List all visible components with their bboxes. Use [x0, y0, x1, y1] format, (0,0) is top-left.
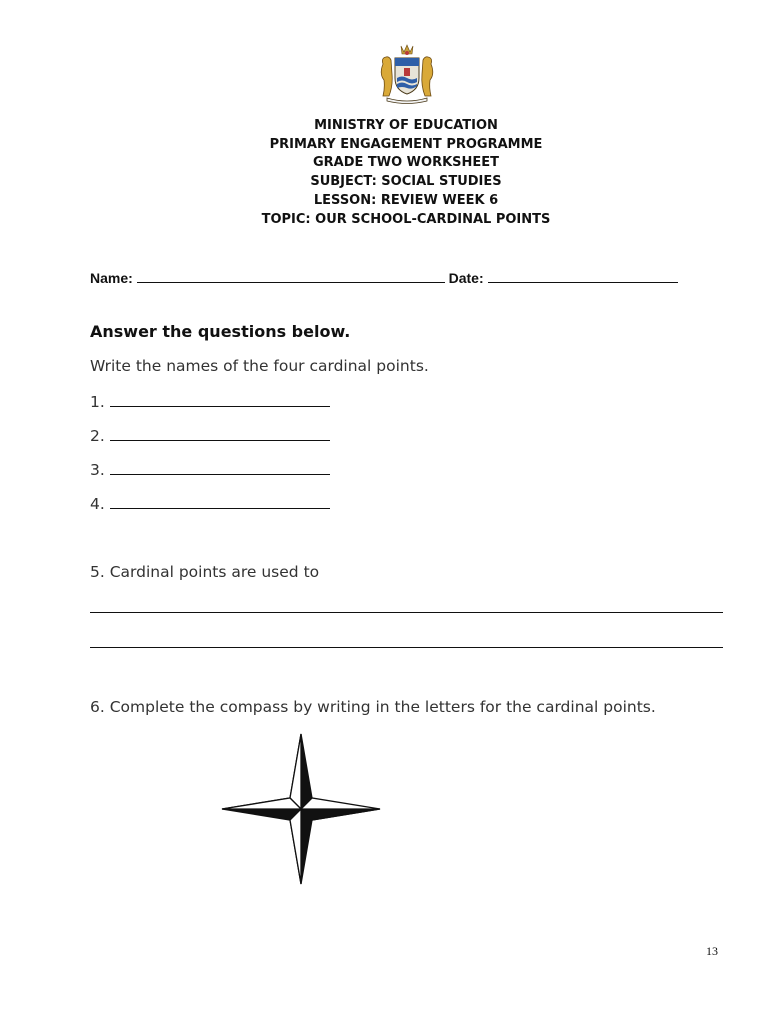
question-5: 5. Cardinal points are used to: [90, 563, 320, 581]
date-label: Date: [448, 270, 479, 286]
header-subject: SUBJECT: SOCIAL STUDIES: [310, 174, 502, 190]
name-field[interactable]: [137, 270, 445, 283]
answer-field-2[interactable]: [110, 428, 330, 441]
coat-of-arms-icon: [377, 44, 437, 104]
instructions-heading: Answer the questions below.: [90, 322, 351, 341]
worksheet-header: [0, 117, 768, 229]
answer-number: 2.: [90, 427, 105, 445]
header-programme: PRIMARY ENGAGEMENT PROGRAMME: [269, 136, 543, 152]
answer-number: 1.: [90, 393, 105, 411]
header-topic: TOPIC: OUR SCHOOL-CARDINAL POINTS: [261, 211, 551, 227]
date-field[interactable]: [488, 270, 678, 283]
answer-number: 4.: [90, 495, 105, 513]
question-5-line-1[interactable]: [90, 612, 723, 613]
answer-field-1[interactable]: [110, 394, 330, 407]
question-5-line-2[interactable]: [90, 647, 723, 648]
compass-rose-icon[interactable]: [220, 732, 382, 886]
answer-row-1: [90, 393, 330, 411]
instructions-prompt: Write the names of the four cardinal points.: [90, 357, 429, 375]
answer-number: 3.: [90, 461, 105, 479]
answer-row-3: [90, 461, 330, 479]
header-ministry: MINISTRY OF EDUCATION: [314, 118, 498, 133]
answer-field-4[interactable]: [110, 496, 330, 509]
header-lesson: LESSON: REVIEW WEEK 6: [313, 192, 499, 208]
answer-row-2: [90, 427, 330, 445]
answer-row-4: [90, 495, 330, 513]
name-label: Name: [90, 270, 129, 286]
header-worksheet: GRADE TWO WORKSHEET: [312, 155, 500, 171]
name-date-row: Name: Date:: [90, 270, 678, 286]
question-6: 6. Complete the compass by writing in the letters for the cardinal points.: [90, 698, 656, 716]
answer-field-3[interactable]: [110, 462, 330, 475]
page-number: 13: [706, 944, 718, 958]
